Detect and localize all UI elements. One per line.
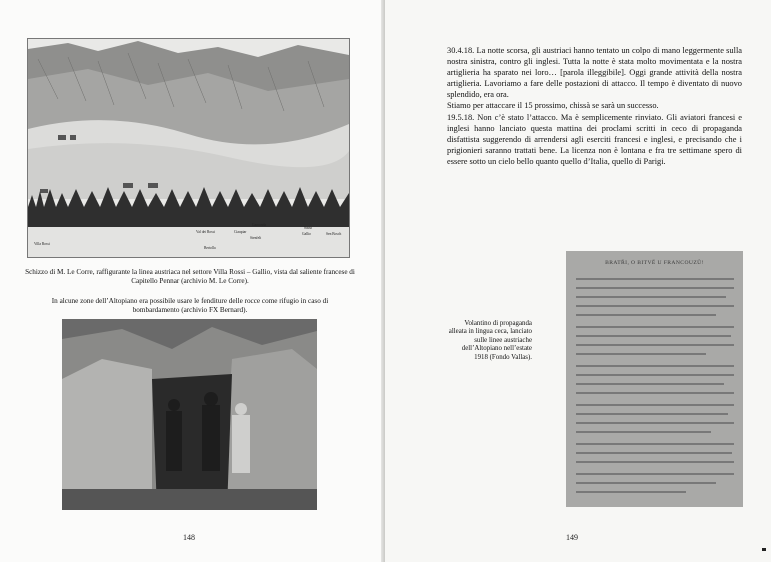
page-number-right: 149 (566, 533, 578, 542)
sketch-label-gallio: Gallio (302, 232, 311, 236)
left-page (0, 0, 385, 562)
sketch-label-ciaupiar: Ciaupiar (234, 230, 247, 234)
sketch-label-sen-bosch: Sen Bosch (326, 232, 342, 236)
sketch-caption: Schizzo di M. Le Corre, raffigurante la linea austriaca nel settore Villa Rossi – Gallio, vista dal saliente francese di Capitello Pennar (archivio M. Le Corre). (25, 268, 355, 285)
diary-text (447, 45, 742, 167)
leaflet-title: BRATŘI, O BITVĚ U FRANCOUZŮ! (605, 260, 704, 266)
sketch-label-villa-rossi: Villa Rossi (34, 242, 50, 246)
leaflet-text-lines (566, 251, 743, 507)
rock-photo-image (62, 319, 317, 510)
sketch-illustration (27, 38, 350, 258)
sketch-label-gamonda: Gamonda (252, 223, 266, 227)
sketch-label-bertolla: Bertolla (204, 246, 216, 250)
diary-entry: 30.4.18. La notte scorsa, gli austriaci hanno tentato un colpo di mano leggermente sulla nostra sinistra, contro gli inglesi. Tutta la notte è stata molto movimentata e la nostra artiglieria ha sparato nei loro… [parola illeggibile]. Oggi grande attività della nostra artiglieria. Lavoriamo a fare delle postazioni di attacco. Il tempo è diventato di nuovo splendido, era ora. (447, 46, 742, 100)
sketch-label-stenfelt: Stenfelt (250, 236, 262, 240)
propaganda-leaflet-image (566, 251, 743, 507)
diary-entry: 19.5.18. Non c’è stato l’attacco. Ma è semplicemente rinviato. Gli aviatori francesi e inglesi hanno lanciato questa mattina dei proclami scritti in ceco di propaganda disfattista suggerendo di arrendersi agli eserciti francesi e inglesi, e precisando che i prigionieri saranno trattati bene. La licenza non è lontana e fra tre settimane spero di essere sotto un cielo bello quanto quello d’Italia, quello di Parigi. (447, 112, 742, 166)
sketch-label-val-dei-rossi: Val dei Rossi (196, 230, 215, 234)
soldiers-rock-photo (62, 319, 317, 510)
photo-caption: In alcune zone dell’Altopiano era possibile usare le fenditure delle rocce come rifugio in caso di bombardamento (archivio FX Bernard). (51, 297, 329, 314)
page-edge-mark (762, 548, 766, 551)
diary-entry: Stiamo per attaccare il 15 prossimo, chissà se sarà un successo. (447, 101, 659, 111)
sketch-label-sasso: Sasso (304, 226, 313, 230)
page-number-left: 148 (183, 533, 195, 542)
mountain-sketch (28, 39, 349, 257)
leaflet-caption: Volantino di propaganda alleata in lingua ceca, lanciato sulle linee austriache dell’Altopiano nell’estate 1918 (Fondo Vallas). (448, 320, 532, 361)
